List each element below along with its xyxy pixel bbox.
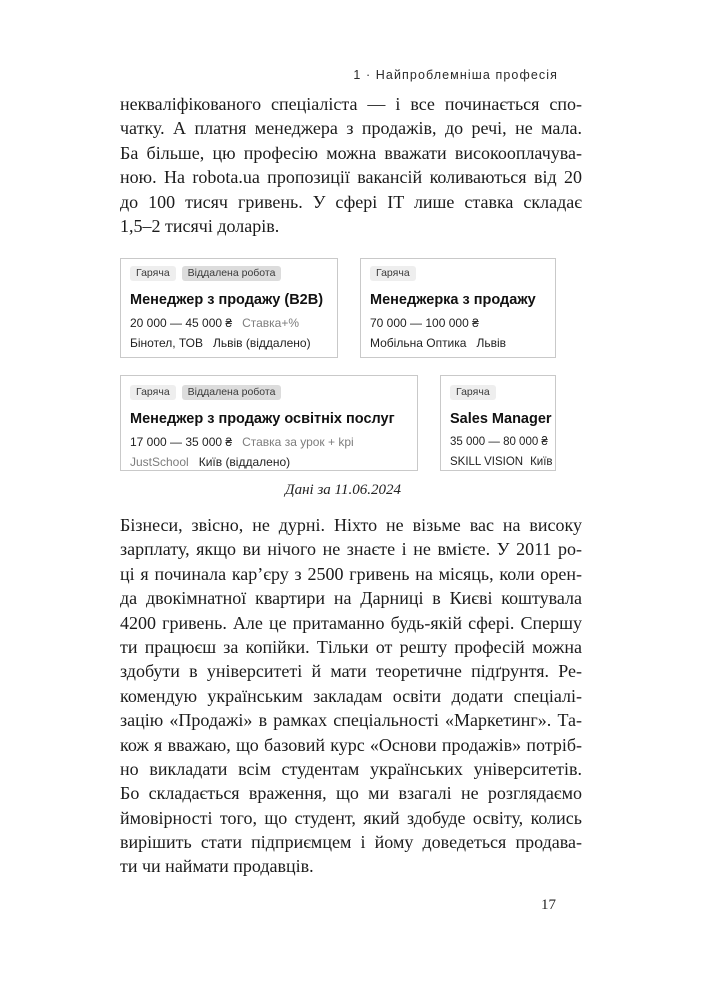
tag-hot: Гаряча — [130, 266, 176, 281]
text-line: кож я вважаю, що базовий курс «Основи продажів» потріб- — [120, 734, 582, 755]
job-card — [360, 258, 556, 358]
text-line: чатку. А платня менеджера з продажів, до речі, не мала. — [120, 118, 582, 139]
text-line: да двокімнатної квартири на Дарниці в Києві коштувала — [120, 588, 582, 609]
job-location: Львів — [476, 336, 506, 350]
job-title: Sales Manager — [450, 411, 552, 427]
pay-type: Ставка за урок + kpi — [242, 435, 354, 449]
tag-hot: Гаряча — [130, 385, 176, 400]
text-line: некваліфікованого спеціаліста — і все починається спо- — [120, 94, 582, 114]
company-row — [450, 454, 553, 470]
tag-remote: Віддалена робота — [182, 385, 282, 400]
pay-type: Ставка+% — [242, 316, 300, 330]
text-line: комендую українським закладам освіти додати спеціалі- — [120, 685, 582, 706]
company-row — [130, 454, 409, 470]
salary-range: 70 000 — 100 000 ₴ — [370, 316, 479, 330]
text-line: Бо складається враження, що ми взагалі не розглядаємо — [120, 783, 582, 804]
tag-hot: Гаряча — [450, 385, 496, 400]
job-card — [120, 258, 338, 358]
job-tags — [370, 266, 547, 281]
figure-caption: Дані за 11.06.2024 — [285, 482, 401, 498]
text-line: ти чи наймати продавців. — [120, 856, 314, 877]
salary-row — [370, 315, 547, 331]
salary-row — [130, 315, 329, 331]
salary-range: 20 000 — 45 000 ₴ — [130, 316, 233, 330]
job-location: Київ — [530, 456, 553, 468]
salary-range: 17 000 — 35 000 ₴ — [130, 435, 233, 449]
text-line: 4200 гривень. Але це притаманно будь-якій сфері. Спершу — [120, 612, 582, 633]
text-line: здобути в університеті й мати теоретичне підґрунтя. Ре- — [120, 661, 582, 682]
tag-remote: Віддалена робота — [182, 266, 282, 281]
job-title: Менеджер з продажу (B2B) — [130, 292, 324, 308]
text-line: Бізнеси, звісно, не дурні. Ніхто не візьме вас на високу — [120, 515, 582, 535]
salary-row — [130, 434, 409, 450]
job-card — [440, 375, 556, 471]
job-location: Київ (віддалено) — [198, 455, 291, 469]
job-tags — [450, 385, 547, 400]
text-line: зарплату, якщо ви нічого не знаєте і не вмієте. У 2011 ро- — [120, 539, 582, 560]
paragraph — [120, 513, 582, 879]
company-name: Мобільна Оптика — [370, 336, 467, 350]
page-number: 17 — [541, 897, 556, 913]
text-line: до 100 тисяч гривень. У сфері IT лише ставка складає — [120, 191, 582, 212]
text-line: 1,5–2 тисячі доларів. — [120, 215, 280, 236]
text-line: зацію «Продажі» в рамках спеціальності «Маркетинг». Та- — [120, 710, 582, 731]
text-line: вирішить стати підприємцем і йому доведеться продава- — [120, 832, 582, 853]
job-tags — [130, 266, 329, 281]
text-line: ймовірності того, що студент, який здобуде освіту, колись — [120, 807, 582, 828]
job-location: Львів (віддалено) — [213, 336, 311, 350]
text-line: ти працюєш за копійки. Тільки от решту професій можна — [120, 636, 582, 657]
salary-range: 35 000 — 80 000 ₴ — [450, 436, 548, 448]
text-line: но викладати всім студентам українських університетів. — [120, 758, 582, 779]
text-line: ці я починала кар’єру з 2500 гривень на місяць, коли орен- — [120, 563, 582, 584]
salary-row — [450, 434, 547, 450]
paragraph — [120, 92, 582, 238]
company-row — [130, 335, 329, 351]
tag-hot: Гаряча — [370, 266, 416, 281]
running-head: 1 · Найпроблемніша професія — [353, 68, 558, 82]
job-card — [120, 375, 418, 471]
company-row — [370, 335, 547, 351]
company-name: Бінотел, ТОВ — [130, 336, 204, 350]
job-title: Менеджер з продажу освітніх послуг — [130, 411, 395, 427]
text-line: ною. На robota.ua пропозиції вакансій коливаються від 20 — [120, 167, 582, 188]
company-name: JustSchool — [130, 455, 189, 469]
text-line: Ба більше, цю професію можна вважати високооплачува- — [120, 142, 582, 163]
job-tags — [130, 385, 409, 400]
job-title: Менеджерка з продажу — [370, 292, 536, 308]
company-name: SKILL VISION — [450, 456, 524, 468]
